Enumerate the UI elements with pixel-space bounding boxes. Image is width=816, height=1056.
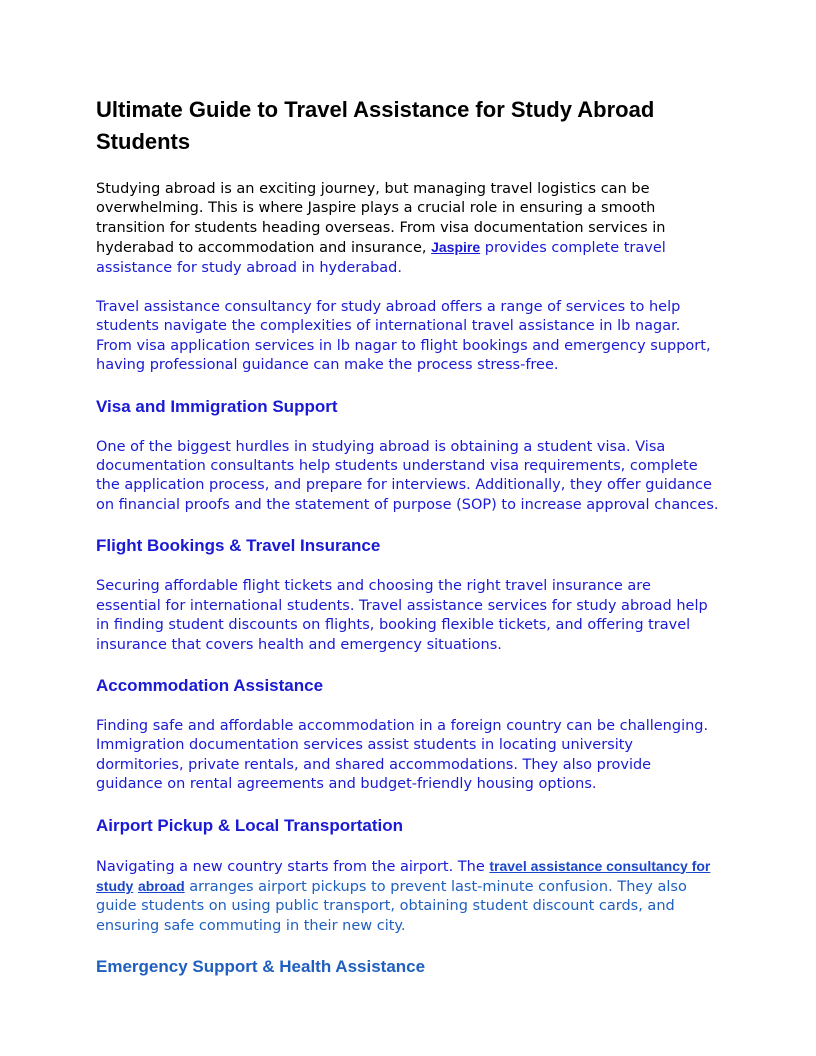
document-page [96, 94, 720, 998]
overview-paragraph: Travel assistance consultancy for study abroad offers a range of services to help students navigate the complexities of international travel assistance in lb nagar. From visa application services in lb nagar to flight bookings and emergency support, having professional guidance can make the process stress-free. [96, 299, 711, 374]
abroad-link[interactable]: abroad [137, 877, 185, 894]
section-heading-accommodation: Accommodation Assistance [96, 675, 324, 695]
page-title: Ultimate Guide to Travel Assistance for Study Abroad Students [96, 97, 655, 154]
section-heading-visa: Visa and Immigration Support [96, 396, 338, 416]
section-body-flights: Securing affordable flight tickets and choosing the right travel insurance are essential for international students. Travel assistance services for study abroad help in finding student discounts on flights, booking flexible tickets, and offering travel insurance that covers health and emergency situations. [96, 578, 708, 653]
intro-paragraph [96, 180, 720, 278]
travel-assistance-link[interactable]: travel assistance consultancy for study [96, 857, 711, 894]
section-body-airport [96, 857, 720, 937]
intro-text: Studying abroad is an exciting journey, but managing travel logistics can be overwhelming. This is where Jaspire plays a crucial role in ensuring a smooth transition for students heading overseas. From visa documentation services in hyderabad to accommodation and insurance, [96, 181, 666, 257]
section-body-visa: One of the biggest hurdles in studying abroad is obtaining a student visa. Visa documentation consultants help students understand visa requirements, complete the application process, and prepare for interviews. Additionally, they offer guidance on financial proofs and the statement of purpose (SOP) to increase approval chances. [96, 438, 719, 513]
section-heading-flights: Flight Bookings & Travel Insurance [96, 536, 381, 556]
section-body-accommodation: Finding safe and affordable accommodation in a foreign country can be challenging. Immigration documentation services assist students in locating university dormitories, private rentals, and shared accommodations. They also provide guidance on rental agreements and budget-friendly housing options. [96, 717, 709, 793]
airport-text-start: Navigating a new country starts from the airport. The [96, 858, 490, 875]
section-heading-emergency: Emergency Support & Health Assistance [96, 957, 426, 977]
intro-text-tail: provides complete travel assistance for study abroad in hyderabad. [96, 240, 666, 276]
section-heading-airport: Airport Pickup & Local Transportation [96, 815, 403, 835]
airport-text-end: arranges airport pickups to prevent last-minute confusion. They also guide students on using public transport, obtaining student discount cards, and ensuring safe commuting in their new city. [96, 878, 687, 934]
jaspire-link[interactable]: Jaspire [431, 239, 481, 256]
